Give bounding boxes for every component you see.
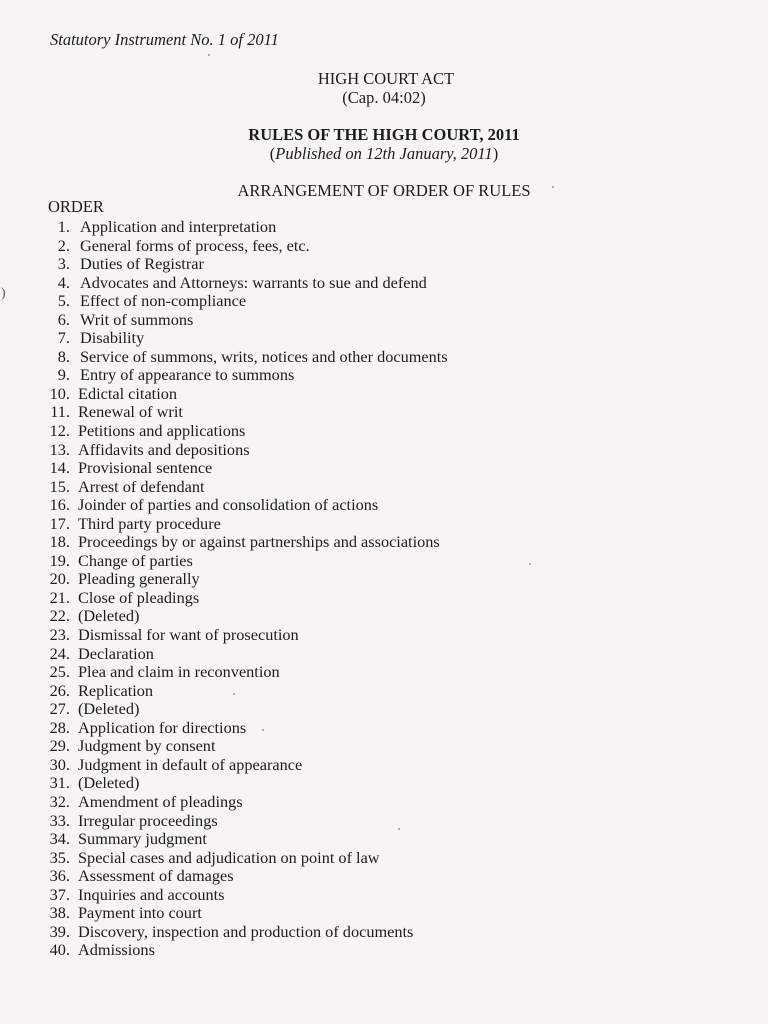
- order-title: Petitions and applications: [78, 421, 246, 441]
- order-number: 6.: [57, 309, 70, 329]
- order-entry: [0, 385, 768, 404]
- order-title: Affidavits and depositions: [78, 439, 250, 459]
- order-entry: [0, 533, 768, 552]
- order-title: Provisional sentence: [78, 458, 213, 478]
- scan-speck: [262, 729, 264, 731]
- order-number: 9.: [57, 365, 70, 385]
- order-title: Discovery, inspection and production of documents: [78, 921, 414, 941]
- order-title: Inquiries and accounts: [78, 884, 225, 904]
- order-title: (Deleted): [78, 773, 140, 793]
- order-title: Close of pleadings: [78, 587, 200, 607]
- order-title: Summary judgment: [78, 829, 207, 849]
- scan-speck: [529, 563, 531, 565]
- order-title: Arrest of defendant: [78, 476, 205, 496]
- order-entry: [0, 255, 768, 274]
- order-number: 17.: [49, 513, 70, 533]
- order-number: 30.: [49, 754, 70, 774]
- order-title: Assessment of damages: [78, 866, 234, 886]
- order-entry: [0, 274, 768, 293]
- order-entry: [0, 403, 768, 422]
- order-entry: [0, 478, 768, 497]
- order-title: Change of parties: [78, 550, 193, 570]
- order-title: Judgment in default of appearance: [78, 754, 303, 774]
- order-number: 36.: [49, 866, 70, 886]
- order-entry: [0, 904, 768, 923]
- order-title: Payment into court: [78, 903, 202, 923]
- order-number: 12.: [49, 421, 70, 441]
- scan-speck: [398, 828, 400, 830]
- order-number: 1.: [57, 217, 70, 236]
- order-entry: [0, 886, 768, 905]
- order-number: 33.: [49, 810, 70, 830]
- order-entry: [0, 570, 768, 589]
- order-entry: [0, 366, 768, 385]
- order-title: Amendment of pleadings: [78, 791, 243, 811]
- publication-date: Published on 12th January, 2011: [275, 144, 493, 163]
- order-entry: [0, 849, 768, 868]
- order-number: 35.: [49, 847, 70, 867]
- order-column-heading: ORDER: [48, 197, 104, 216]
- order-number: 38.: [49, 903, 70, 923]
- order-number: 27.: [49, 699, 70, 719]
- order-title: Application for directions: [78, 717, 247, 737]
- rules-title: RULES OF THE HIGH COURT, 2011: [248, 125, 520, 144]
- publication-close-paren: ): [492, 144, 499, 163]
- order-entry: [0, 496, 768, 515]
- order-entry: [0, 682, 768, 701]
- publication-open-paren: (: [269, 144, 276, 163]
- margin-mark: ): [1, 286, 6, 301]
- order-title: Admissions: [78, 940, 155, 960]
- order-entry: [0, 237, 768, 256]
- order-entry: [0, 348, 768, 367]
- order-number: 14.: [49, 458, 70, 478]
- order-title: Application and interpretation: [80, 217, 277, 236]
- order-entry: [0, 626, 768, 645]
- order-number: 19.: [49, 550, 70, 570]
- order-entry: [0, 719, 768, 738]
- order-title: (Deleted): [78, 606, 140, 626]
- running-head: Statutory Instrument No. 1 of 2011: [50, 30, 279, 49]
- order-number: 7.: [57, 328, 70, 348]
- order-title: Effect of non-compliance: [80, 291, 247, 311]
- order-number: 21.: [49, 587, 70, 607]
- order-title: Pleading generally: [78, 569, 200, 589]
- order-list: [0, 218, 768, 960]
- order-entry: [0, 218, 768, 237]
- order-entry: [0, 737, 768, 756]
- order-title: Dismissal for want of prosecution: [78, 625, 299, 645]
- order-number: 13.: [49, 439, 70, 459]
- order-title: Third party procedure: [78, 513, 221, 533]
- order-number: 16.: [49, 495, 70, 515]
- order-number: 28.: [49, 717, 70, 737]
- order-title: Declaration: [78, 643, 154, 663]
- order-entry: [0, 774, 768, 793]
- order-number: 26.: [49, 680, 70, 700]
- order-title: General forms of process, fees, etc.: [80, 235, 310, 255]
- order-entry: [0, 645, 768, 664]
- order-number: 34.: [49, 829, 70, 849]
- arrangement-title: ARRANGEMENT OF ORDER OF RULES: [237, 181, 531, 200]
- order-entry: [0, 552, 768, 571]
- order-number: 10.: [49, 383, 70, 403]
- order-title: Duties of Registrar: [80, 254, 204, 274]
- order-entry: [0, 422, 768, 441]
- scan-speck: [233, 693, 235, 695]
- order-title: Disability: [80, 328, 145, 348]
- order-number: 11.: [50, 402, 70, 422]
- order-entry: [0, 756, 768, 775]
- order-entry: [0, 329, 768, 348]
- order-number: 20.: [49, 569, 70, 589]
- order-entry: [0, 941, 768, 960]
- order-title: Entry of appearance to summons: [80, 365, 295, 385]
- order-number: 25.: [49, 662, 70, 682]
- order-entry: [0, 441, 768, 460]
- order-number: 40.: [49, 940, 70, 960]
- order-entry: [0, 700, 768, 719]
- order-entry: [0, 867, 768, 886]
- order-title: Plea and claim in reconvention: [78, 662, 280, 682]
- order-entry: [0, 292, 768, 311]
- order-title: Replication: [78, 680, 154, 700]
- order-number: 39.: [49, 921, 70, 941]
- order-entry: [0, 459, 768, 478]
- order-number: 8.: [57, 346, 70, 366]
- order-entry: [0, 515, 768, 534]
- order-number: 5.: [57, 291, 70, 311]
- order-entry: [0, 812, 768, 831]
- order-entry: [0, 830, 768, 849]
- order-entry: [0, 923, 768, 942]
- order-title: Edictal citation: [78, 383, 178, 403]
- order-number: 2.: [57, 235, 70, 255]
- order-entry: [0, 663, 768, 682]
- order-title: Renewal of writ: [78, 402, 183, 422]
- order-title: Proceedings by or against partnerships and associations: [78, 532, 440, 552]
- order-entry: [0, 589, 768, 608]
- order-number: 4.: [57, 272, 70, 292]
- scan-speck: [208, 54, 210, 56]
- order-number: 23.: [49, 625, 70, 645]
- order-number: 29.: [49, 736, 70, 756]
- order-title: Irregular proceedings: [78, 810, 218, 830]
- publication-note: [4, 144, 764, 164]
- order-title: Special cases and adjudication on point of law: [78, 847, 380, 867]
- order-number: 18.: [49, 532, 70, 552]
- order-number: 3.: [57, 254, 70, 274]
- order-number: 37.: [49, 884, 70, 904]
- order-title: Judgment by consent: [78, 736, 216, 756]
- order-entry: [0, 311, 768, 330]
- act-chapter: (Cap. 04:02): [342, 88, 426, 107]
- order-number: 24.: [49, 643, 70, 663]
- order-title: (Deleted): [78, 699, 140, 719]
- act-title: HIGH COURT ACT: [317, 69, 455, 88]
- scan-speck: [552, 186, 554, 188]
- order-title: Writ of summons: [80, 309, 194, 329]
- order-title: Service of summons, writs, notices and other documents: [80, 346, 448, 366]
- order-title: Joinder of parties and consolidation of actions: [78, 495, 379, 515]
- order-entry: [0, 607, 768, 626]
- order-number: 22.: [49, 606, 70, 626]
- order-number: 31.: [49, 773, 70, 793]
- order-number: 15.: [49, 476, 70, 496]
- order-number: 32.: [49, 791, 70, 811]
- order-title: Advocates and Attorneys: warrants to sue and defend: [80, 272, 427, 292]
- order-entry: [0, 793, 768, 812]
